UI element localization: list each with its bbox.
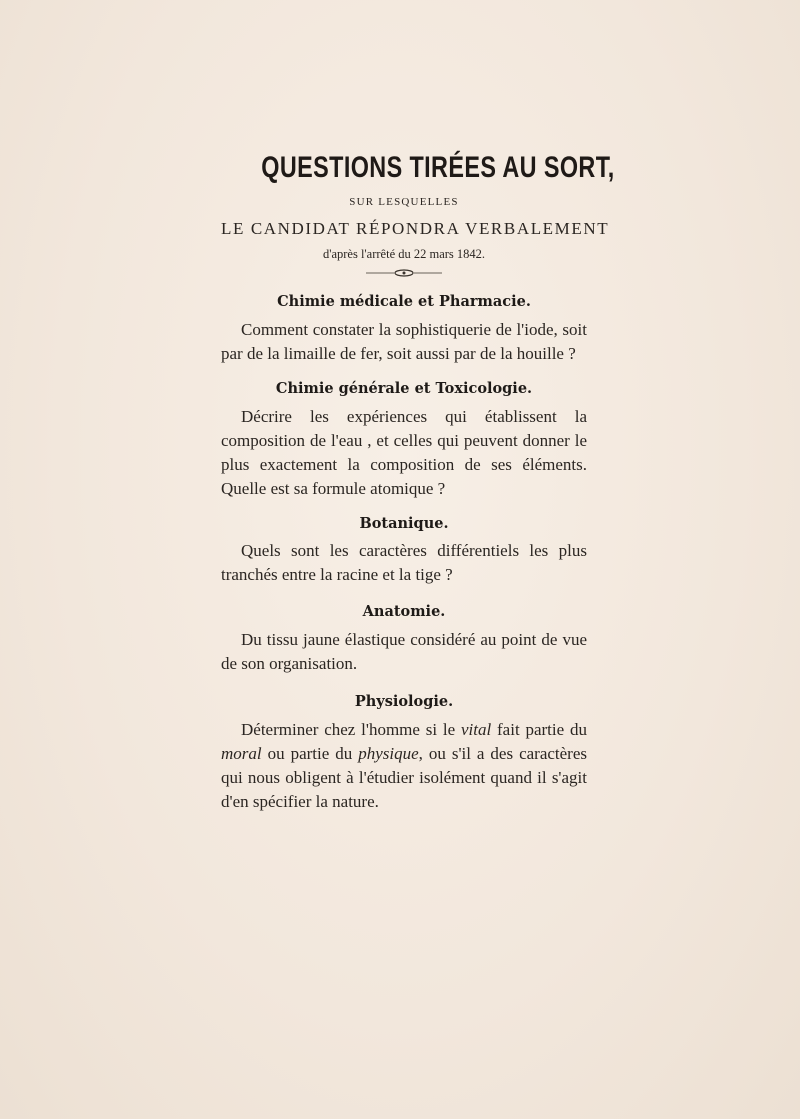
emphasis-moral: moral bbox=[221, 744, 262, 763]
section-heading: Chimie médicale et Pharmacie. bbox=[277, 293, 531, 310]
section-botanique bbox=[221, 514, 587, 587]
section-heading: Physiologie. bbox=[354, 693, 454, 710]
section-question bbox=[221, 405, 587, 501]
document-body bbox=[221, 148, 615, 814]
section-heading: Anatomie. bbox=[362, 603, 446, 620]
decree-line: d'après l'arrêté du 22 mars 1842. bbox=[322, 247, 486, 261]
text-run: fait partie du bbox=[491, 720, 587, 739]
text-run: , ou s'il a des caractères qui nous obligent à l'étudier isolément quand il s'agit d'en spécifier la nature. bbox=[221, 744, 587, 811]
question-text: Quels sont les caractères différentiels les plus tranchés entre la racine et la tige ? bbox=[221, 541, 587, 584]
subtitle-small: SUR LESQUELLES bbox=[349, 196, 459, 208]
text-run: Déterminer chez l'homme si le bbox=[241, 720, 461, 739]
section-question bbox=[221, 718, 587, 814]
section-heading: Chimie générale et Toxicologie. bbox=[275, 380, 533, 397]
emphasis-vital: vital bbox=[460, 720, 492, 739]
section-question bbox=[221, 318, 587, 366]
text-run: ou partie du bbox=[261, 744, 359, 763]
section-chimie-medicale bbox=[221, 292, 587, 366]
subtitle-main: LE CANDIDAT RÉPONDRA VERBALEMENT bbox=[221, 219, 610, 238]
question-text bbox=[221, 718, 587, 814]
ornament-divider bbox=[364, 268, 444, 278]
emphasis-physique: physique bbox=[358, 744, 419, 763]
section-physiologie bbox=[221, 692, 587, 814]
section-anatomie bbox=[221, 602, 587, 676]
section-heading: Botanique. bbox=[359, 515, 449, 532]
section-question bbox=[221, 628, 587, 676]
section-chimie-generale bbox=[221, 379, 587, 501]
section-question bbox=[221, 539, 587, 587]
page-title: QUESTIONS TIRÉES AU SORT, bbox=[261, 151, 615, 184]
question-text: Décrire les expériences qui établissent la composition de l'eau , et celles qui peuvent donner le plus exactement la composition de ses éléments. Quelle est sa formule atomique ? bbox=[221, 407, 587, 498]
question-text: Comment constater la sophistiquerie de l'iode, soit par de la limaille de fer, soit aussi par de la houille ? bbox=[221, 320, 587, 363]
question-text: Du tissu jaune élastique considéré au point de vue de son organisation. bbox=[221, 630, 587, 673]
